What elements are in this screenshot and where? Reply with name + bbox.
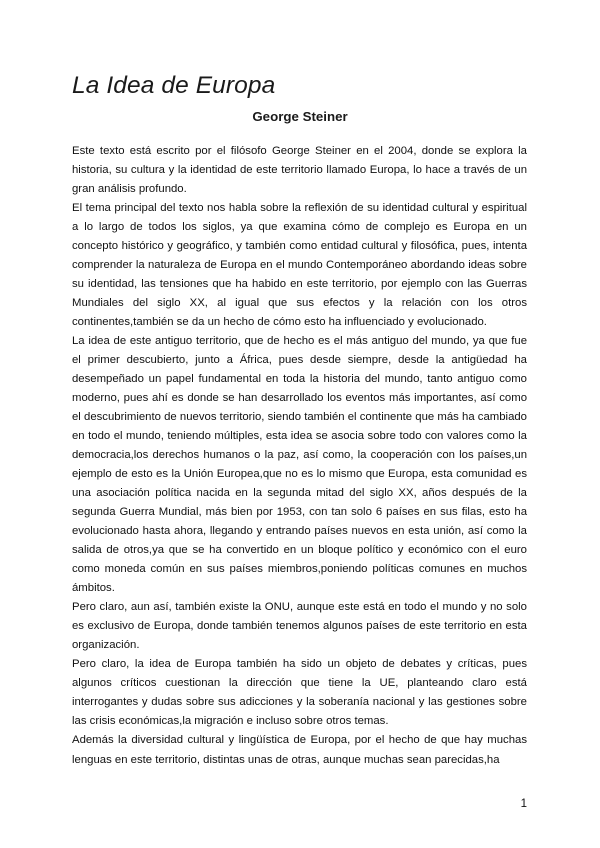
document-body [72, 142, 527, 770]
author-name [0, 109, 600, 124]
paragraph: Este texto está escrito por el filósofo George Steiner en el 2004, donde se explora la historia, su cultura y la identidad de este territorio llamado Europa, lo hace a través de un gran análisis profundo. [72, 145, 527, 196]
paragraph: El tema principal del texto nos habla sobre la reflexión de su identidad cultural y espiritual a lo largo de todos los siglos, ya que examina cómo de complejo es Europa en un concepto histórico y geográfico, y también como entidad cultural y filosófica, pues, intenta comprender la naturaleza de Europa en el mundo Contemporáneo abordando ideas sobre su identidad, las tensiones que ha habido en este territorio, por ejemplo con las Guerras Mundiales del siglo XX, al igual que sus efectos y la relación con los otros continentes,también se da un hecho de cómo esto ha influenciado y evolucionado. [72, 202, 527, 329]
author-name-text: George Steiner [252, 109, 348, 124]
paragraph: La idea de este antiguo territorio, que de hecho es el más antiguo del mundo, ya que fue el primer descubierto, junto a África, pues desde siempre, desde la antigüedad ha desempeñado un papel fundamental en toda la historia del mundo, tanto antiguo como moderno, pues ahí es donde se han desarrollado los eventos más importantes, así como el descubrimiento de nuevos territorio, siendo también el continente que más ha cambiado en todo el mundo, teniendo múltiples, esta idea se asocia sobre todo con valores como la democracia,los derechos humanos o la paz, así como, la cooperación con los países,un ejemplo de esto es la Unión Europea,que no es lo mismo que Europa, esta comunidad es una asociación política nacida en la segunda mitad del siglo XX, años después de la segunda Guerra Mundial, más bien por 1953, con tan solo 6 países en sus filas, esto ha evolucionado hasta ahora, llegando y entrando países nuevos en esta unión, así como la salida de otros,ya que se ha convertido en un bloque político y económico con el euro como moneda común en sus países miembros,poniendo políticas comunes en muchos ámbitos. [72, 335, 527, 595]
paragraph: Pero claro, la idea de Europa también ha sido un objeto de debates y críticas, pues algunos críticos cuestionan la dirección que tiene la UE, planteando claro está interrogantes y dudas sobre sus adicciones y la soberanía nacional y las gestiones sobre las crisis económicas,la migración e incluso sobre otros temas. [72, 658, 527, 728]
page-number: 1 [520, 798, 527, 810]
document-title: La Idea de Europa [72, 72, 276, 99]
paragraph: Pero claro, aun así, también existe la ONU, aunque este está en todo el mundo y no solo es exclusivo de Europa, donde también tenemos algunos países de este territorio en esta organización. [72, 601, 527, 652]
paragraph: Además la diversidad cultural y lingüística de Europa, por el hecho de que hay muchas lenguas en este territorio, distintas unas de otras, aunque muchas sean parecidas,ha [72, 734, 527, 766]
